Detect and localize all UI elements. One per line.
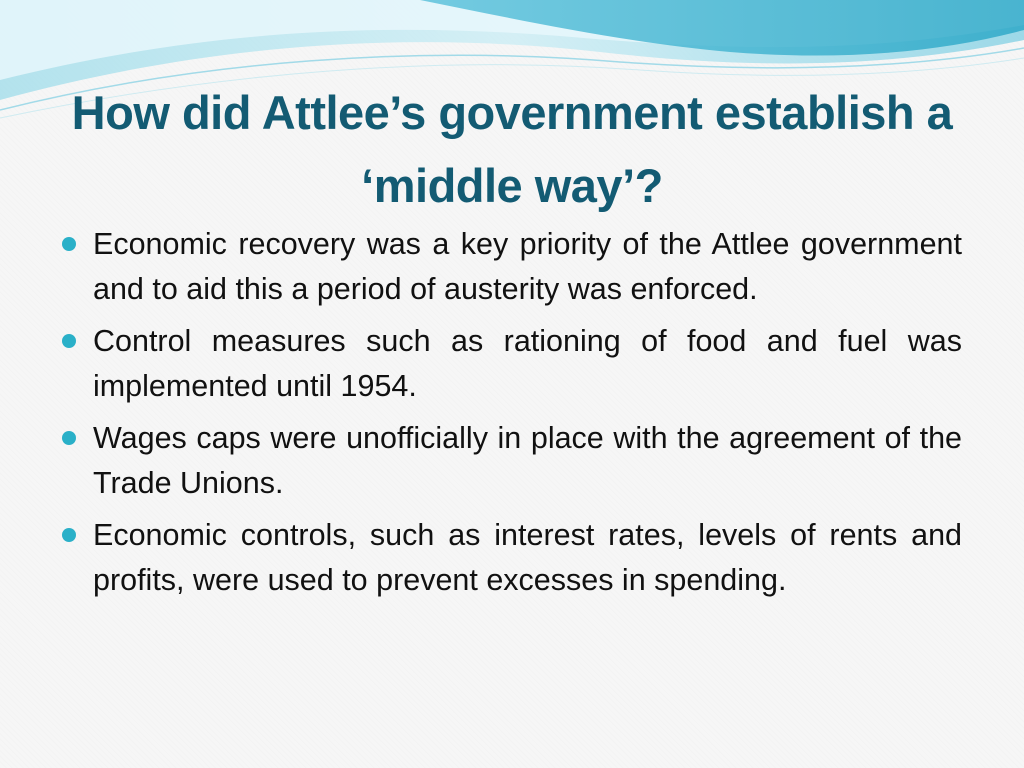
bullet-dot-icon — [62, 431, 76, 445]
bullet-item — [60, 416, 962, 506]
bullet-list — [60, 222, 962, 610]
bullet-item — [60, 513, 962, 603]
bullet-text: Wages caps were unofficially in place with the agreement of the Trade Unions. — [93, 421, 962, 500]
bullet-item — [60, 319, 962, 409]
bullet-text: Economic controls, such as interest rates, levels of rents and profits, were used to prevent excesses in spending. — [93, 518, 962, 597]
bullet-dot-icon — [62, 237, 76, 251]
bullet-dot-icon — [62, 528, 76, 542]
bullet-text: Control measures such as rationing of food and fuel was implemented until 1954. — [93, 324, 962, 403]
slide-title: How did Attlee’s government establish a ‘middle way’? — [71, 86, 953, 212]
bullet-dot-icon — [62, 334, 76, 348]
bullet-text: Economic recovery was a key priority of the Attlee government and to aid this a period of austerity was enforced. — [93, 227, 962, 306]
bullet-item — [60, 222, 962, 312]
